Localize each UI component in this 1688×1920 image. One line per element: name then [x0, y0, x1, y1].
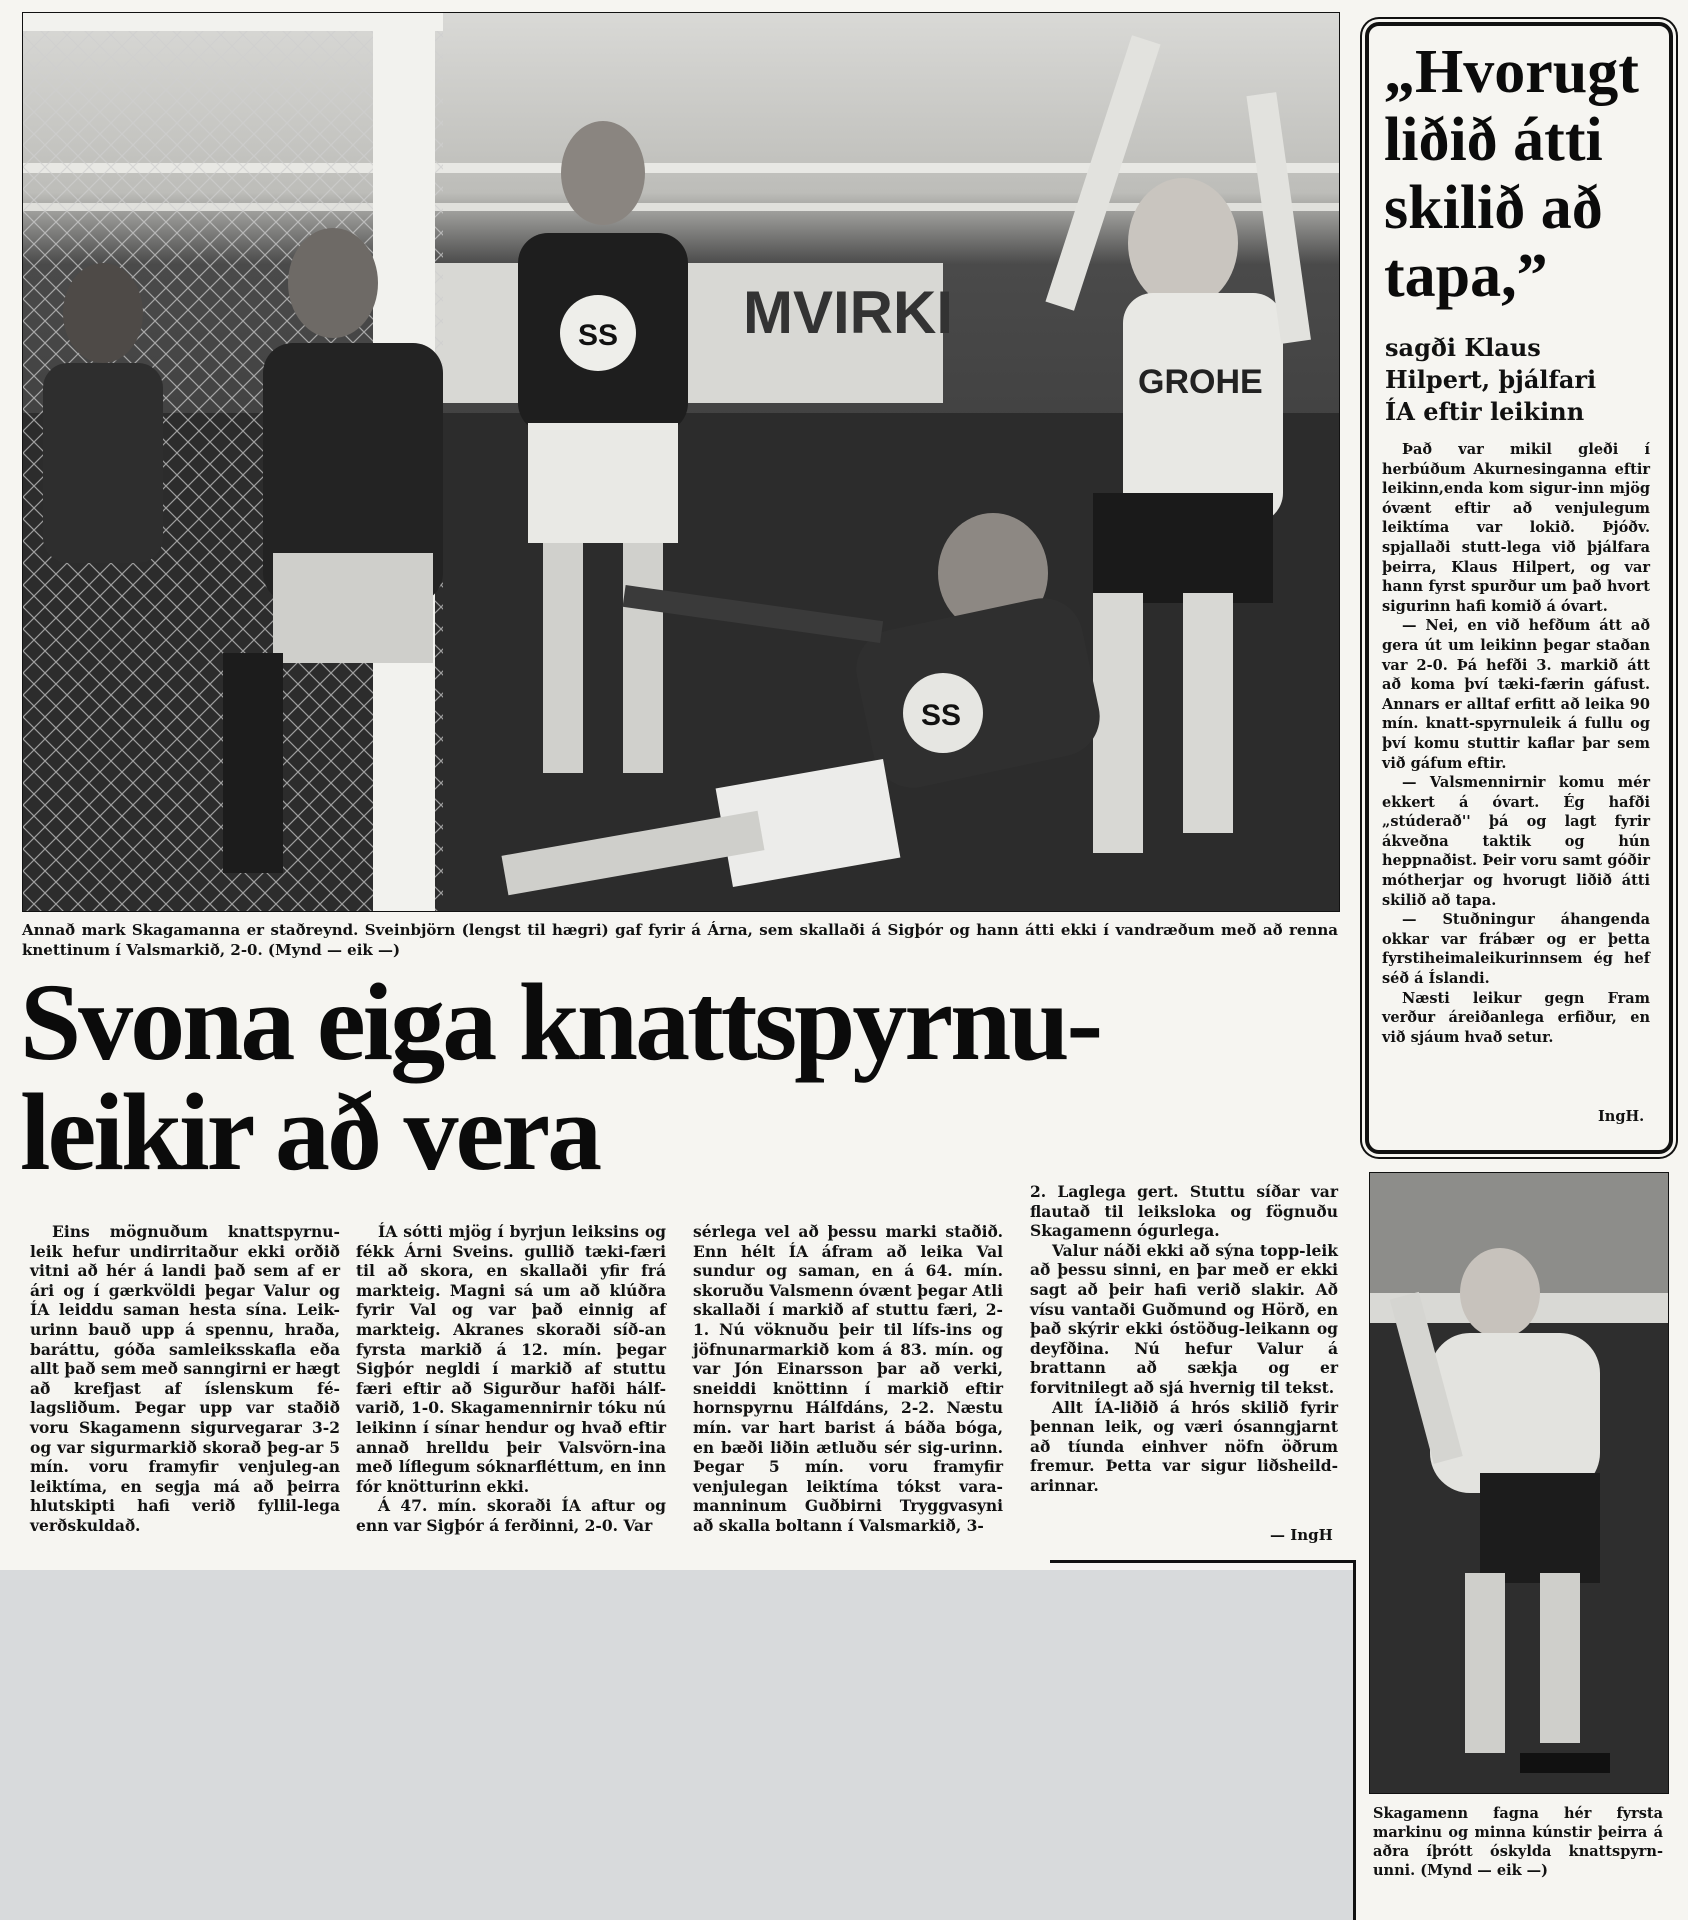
- sidebar-subheading: [1385, 332, 1655, 428]
- main-photo-caption: Annað mark Skagamanna er staðreynd. Sveinbjörn (lengst til hægri) gaf fyrir á Árna, sem skallaði á Sigþór og hann átti ekki í vandræðum með að renna knettinum í Valsmarkið, 2-0. (Mynd — eik —): [22, 921, 1338, 959]
- main-match-photo: [22, 12, 1340, 912]
- sidebar-body: [1382, 440, 1650, 1047]
- article-column-4: [1030, 1182, 1338, 1496]
- article-paragraph: Allt ÍA-liðið á hrós skilið fyrir þennan leik, og væri ósanngjarnt að tíunda einhver nöfn öðrum fremur. Þetta var sigur liðsheild-arinnar.: [1030, 1397, 1338, 1495]
- subheading-line: sagði Klaus: [1385, 333, 1541, 362]
- quote-line: skilið að: [1384, 174, 1603, 242]
- quote-line: „Hvorugt: [1384, 38, 1639, 106]
- sidebar-paragraph: Það var mikil gleði í herbúðum Akurnesinganna eftir leikinn,enda kom sigur-inn mjög óvænt eftir að venjulegum leiktíma var lokið. Þjóðv. spjallaði stutt-lega við þjálfara þeirra, Klaus Hilpert, og var hann fyrst spurður um það hvort sigurinn hafi komið á óvart.: [1382, 441, 1650, 615]
- sidebar-paragraph: — Stuðningur áhangenda okkar var frábær og er þetta fyrstiheimaleikurinnsem ég hef séð á Íslandi.: [1382, 911, 1650, 988]
- quote-line: tapa,”: [1384, 242, 1548, 310]
- sidebar-paragraph: Næsti leikur gegn Fram verður áreiðanlega erfiður, en við sjáum hvað setur.: [1382, 989, 1650, 1046]
- article-paragraph: Á 47. mín. skoraði ÍA aftur og enn var Sigþór á ferðinni, 2-0. Var: [356, 1496, 666, 1535]
- article-paragraph: Eins mögnuðum knattspyrnu-leik hefur undirritaður ekki orðið vitni að hér á landi það sem af er ári og í gærkvöldi þegar Valur og ÍA leiddu saman hesta sína. Leik-urinn bauð upp á spennu, hraða, baráttu, góða samleiksskafla eða allt það sem með sanngirni er hægt að krefjast af íslenskum fé-lagsliðum. Þegar upp var staðið voru Skagamenn sigurvegarar 3-2 og var sigurmarkið skorað þeg-ar 5 mín. voru framyfir venjuleg-an leiktíma, en segja má að þeirra hlutskipti hafi verið fyllil-lega verðskuldað.: [30, 1222, 340, 1535]
- quote-line: liðið átti: [1384, 106, 1603, 174]
- vertical-border-line: [1353, 1560, 1356, 1920]
- sidebar-paragraph: — Valsmennirnir komu mér ekkert á óvart. Ég hafði „stúderað'' þá og lagt fyrir ákveðna taktik og hún heppnaðist. Þeir voru samt góðir mótherjar og hvorugt liðið átti skilið að tapa.: [1382, 774, 1650, 909]
- article-column-3: [693, 1222, 1003, 1536]
- sidebar-signature: IngH.: [1598, 1108, 1645, 1125]
- shirt-logo-2: SS: [921, 699, 962, 732]
- article-paragraph: 2. Laglega gert. Stuttu síðar var flautað til leiksloka og fögnuðu Skagamenn ógurlega.: [1030, 1182, 1338, 1241]
- shirt-sponsor: GROHE: [1138, 363, 1263, 401]
- article-column-1: [30, 1222, 340, 1536]
- advertising-board-text: MVIRKI: [743, 279, 953, 346]
- subheading-line: Hilpert, þjálfari: [1385, 365, 1597, 394]
- headline-line-2: leikir að vera: [20, 1071, 600, 1193]
- shirt-logo: SS: [578, 319, 619, 352]
- subheading-line: ÍA eftir leikinn: [1385, 397, 1585, 426]
- celebration-photo: [1369, 1172, 1669, 1794]
- article-paragraph: sérlega vel að þessu marki staðið. Enn hélt ÍA áfram að leika Val sundur og saman, en á 64. mín. skoruðu Valsmenn óvænt þegar Atli skallaði í markið af stuttu færi, 2-1. Nú vöknuðu þeir til lífs-ins og jöfnunarmarkið kom á 83. mín. og var Jón Einarsson þar að verki, sneiddi knöttinn í markið eftir hornspyrnu Hálfdáns, 2-2. Næstu mín. var hart barist á báða bóga, en bæði liðin ætluðu sér sig-urinn. Þegar 5 mín. voru framyfir venjulegan leiktíma tókst vara-manninum Guðbirni Tryggvasyni að skalla boltann í Valsmarkið, 3-: [693, 1222, 1003, 1535]
- article-paragraph: Valur náði ekki að sýna topp-leik að þessu sinni, en þar með er ekki sagt að þeir hafi verið slakir. Að vísu vantaði Guðmund og Hörð, en það skýrir ekki óstöðug-leikann og deyfðina. Nú hefur Valur á brattann að sækja og er forvitnilegt að sjá hvernig til tekst.: [1030, 1240, 1338, 1397]
- bottom-border-line: [1050, 1560, 1355, 1563]
- article-column-2: [356, 1222, 666, 1536]
- article-paragraph: ÍA sótti mjög í byrjun leiksins og fékk Árni Sveins. gullið tæki-færi til að skora, en skallaði yfir frá markteig. Magni sá um að klúðra fyrir Val og var það einnig af markteig. Akranes skoraði síð-an fyrsta markið á 12. mín. þegar Sigþór negldi í markið af stuttu færi eftir að Sigurður hafði hálf-varið, 1-0. Skagamennirnir tóku nú leikinn í sínar hendur og hvað eftir annað hrelldu þeir Valsvörn-ina með líflegum sóknarfléttum, en inn fór knötturinn ekki.: [356, 1222, 666, 1496]
- headline-line-1: Svona eiga knattspyrnu-: [20, 961, 1101, 1083]
- article-signature: — IngH: [1270, 1526, 1333, 1544]
- sidebar-quote: [1384, 38, 1654, 310]
- sidebar-paragraph: — Nei, en við hefðum átt að gera út um leikinn þegar staðan var 2-0. Þá hefði 3. markið átt að koma því tæki-færin gáfust. Annars er alltaf erfitt að leika 90 mín. knatt-spyrnuleik á fullu og því komu stuttir kaflar þar sem við gáfum eftir.: [1382, 617, 1650, 772]
- celebration-photo-caption: Skagamenn fagna hér fyrsta markinu og minna kúnstir þeirra á aðra íþrótt óskylda knattspyrn-unni. (Mynd — eik —): [1373, 1805, 1663, 1879]
